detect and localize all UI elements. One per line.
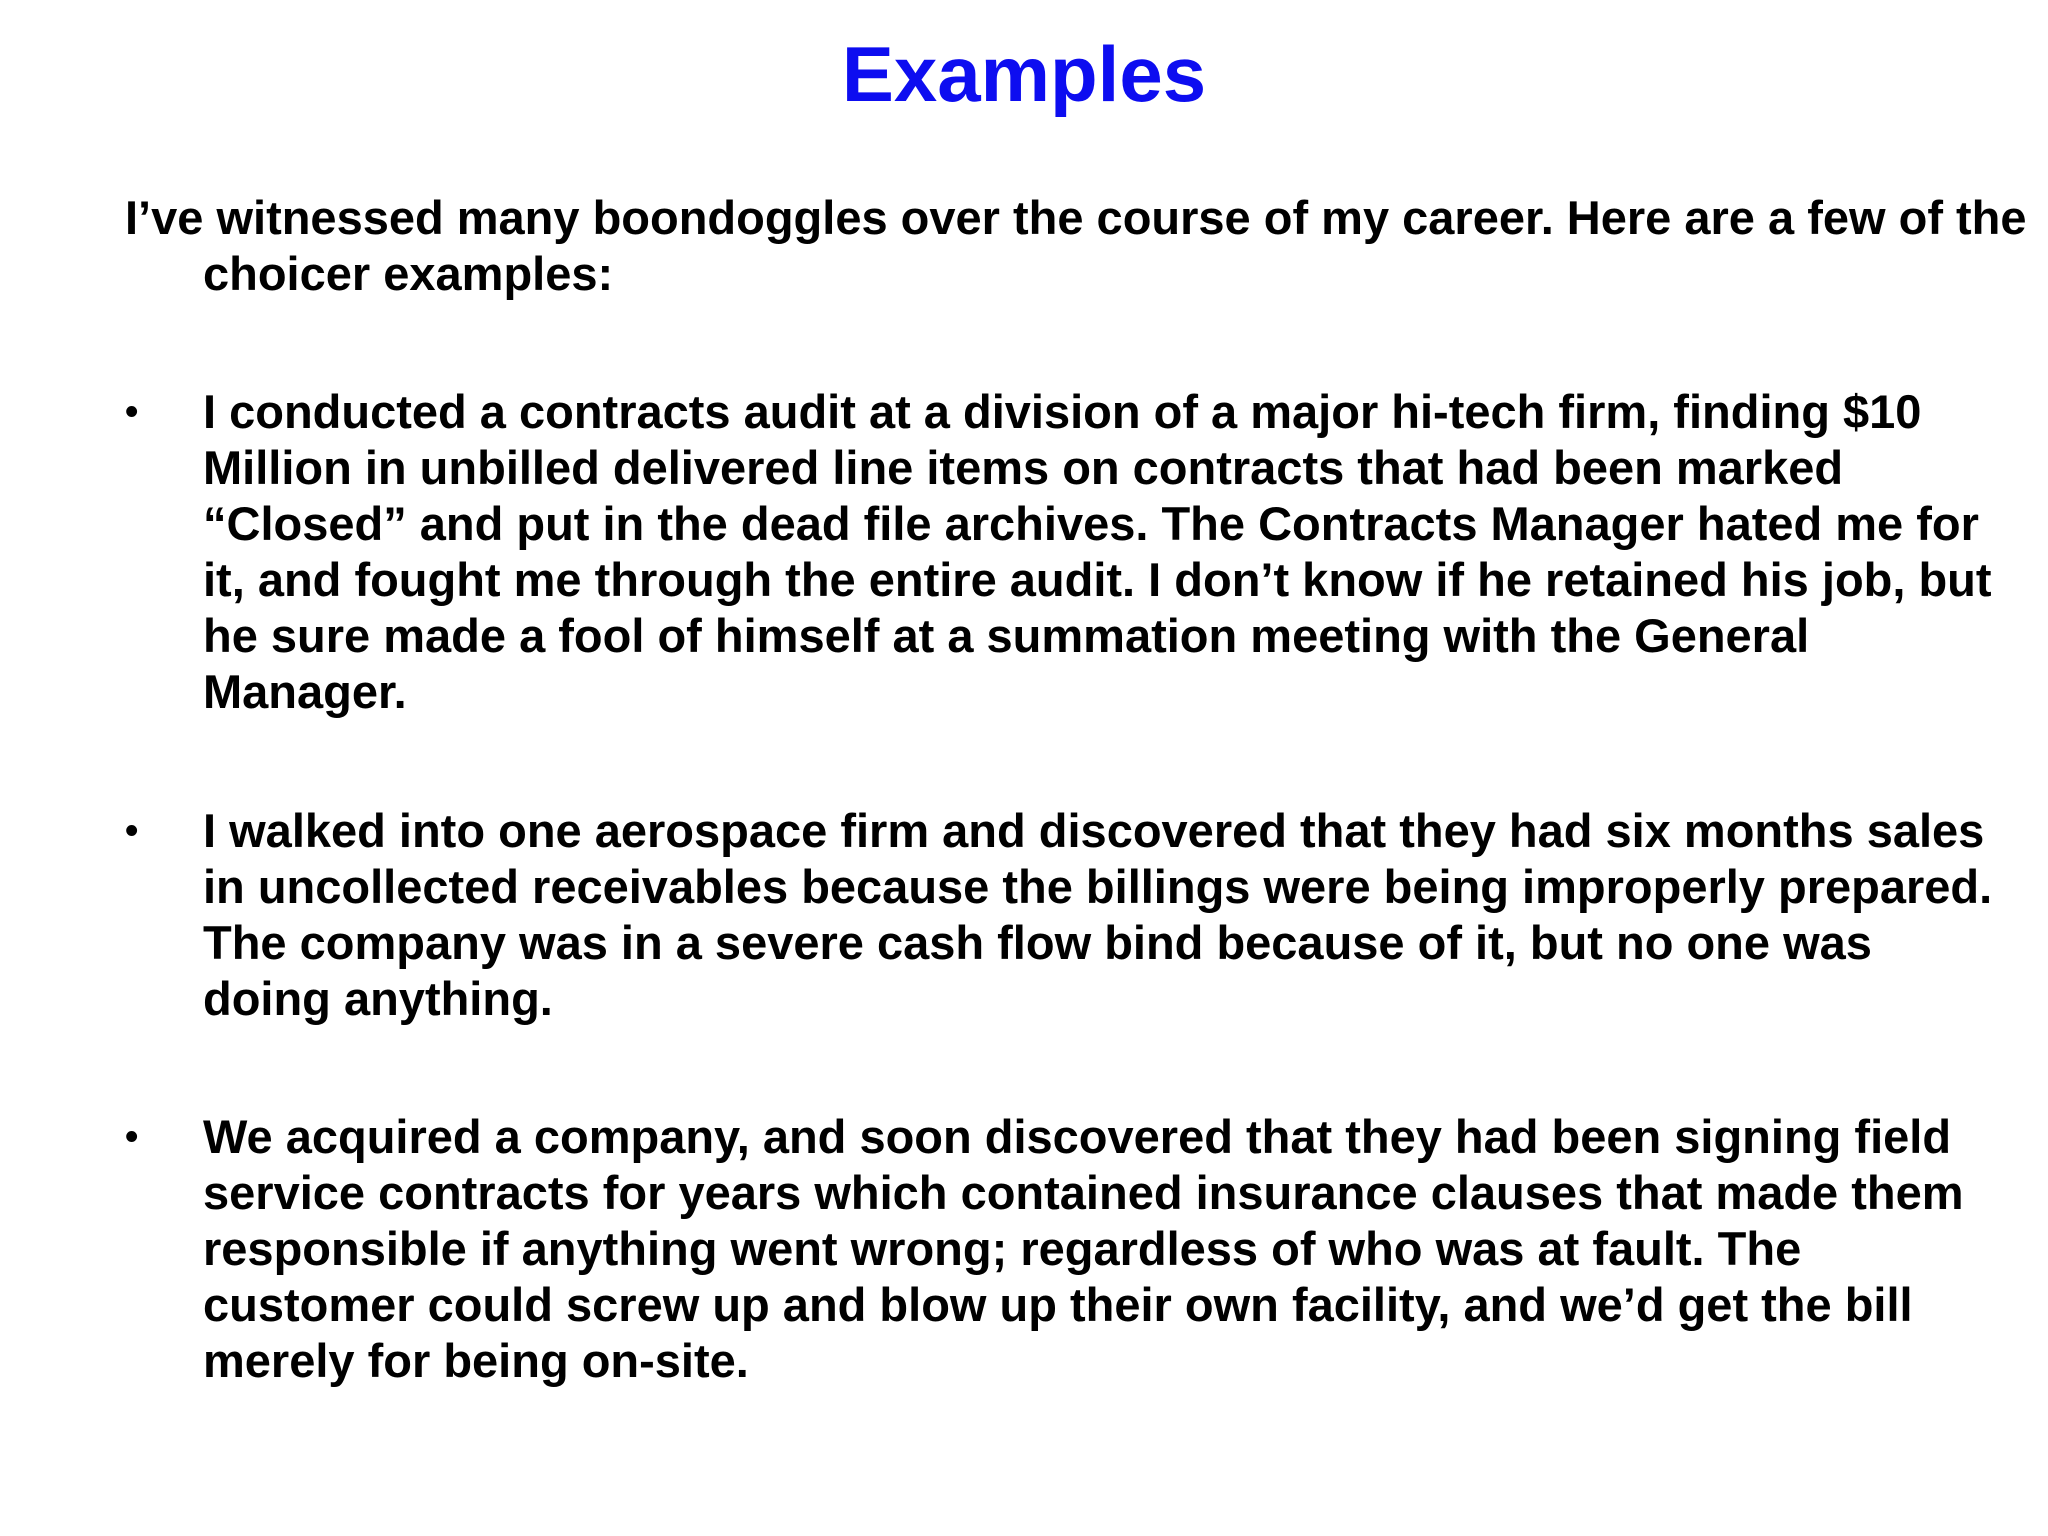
bullet-icon: • [125, 810, 139, 852]
bullet-icon: • [125, 391, 139, 433]
bullet-text-3: We acquired a company, and soon discovered that they had been signing field service contracts for years which contained insurance clauses that made them responsible if anything went wrong; regardless of who was at fault. The customer could screw up and blow up their own facility, and we’d get the bill merely for being on-site. [203, 1110, 1964, 1387]
intro-paragraph: I’ve witnessed many boondoggles over the course of my career. Here are a few of the choicer examples: [125, 191, 2027, 300]
slide-title: Examples [841, 30, 1207, 118]
bullet-text-2: I walked into one aerospace firm and discovered that they had six months sales in uncollected receivables because the billings were being improperly prepared. The company was in a severe cash flow bind because of it, but no one was doing anything. [203, 804, 1993, 1025]
bullet-icon: • [125, 1116, 139, 1158]
bullet-text-1: I conducted a contracts audit at a division of a major hi-tech firm, finding $10 Million in unbilled delivered line items on contracts that had been marked “Closed” and put in the dead file archives. The Contracts Manager hated me for it, and fought me through the entire audit. I don’t know if he retained his job, but he sure made a fool of himself at a summation meeting with the General Manager. [203, 385, 1992, 718]
